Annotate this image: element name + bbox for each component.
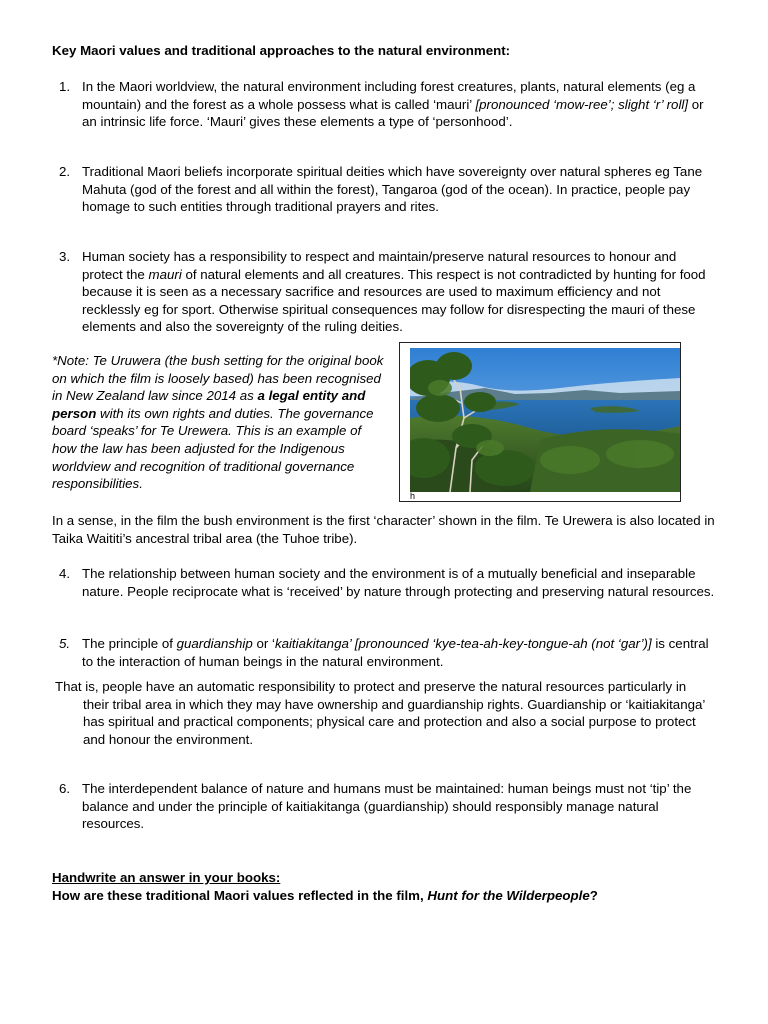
list-number: 3. <box>59 249 71 264</box>
forest-landscape-photo <box>410 348 680 492</box>
text-run: ? <box>589 887 598 903</box>
bold-text: a legal entity and person <box>52 388 366 421</box>
italic-text: [pronounced ‘mow-ree’; slight ‘r’ roll] <box>475 96 689 112</box>
text-run: The relationship between human society and the environment is of a mutually beneficial and inseparable nature. People reciprocate what is ‘received’ by nature through protecting and preserving natural resources. <box>82 566 715 599</box>
legal-entity-note <box>52 352 387 493</box>
text-run: of natural elements and all creatures. This respect is not contradicted by hunting for food because it is seen as a necessary sacrifice and resources are used to maximum efficiency and not recklessly eg for sport. Otherwise spiritual consequences may follow for disrespecting the mauri of these elements and also the sovereignty of the ruling deities. <box>82 266 706 335</box>
photo-caption-mark: h <box>410 491 416 501</box>
text-run: The interdependent balance of nature and humans must be maintained: human beings must not ‘tip’ the balance and under the principle of kaitiakitanga (guardianship) should responsibly manage natural resources. <box>82 781 692 832</box>
text-run: or ‘ <box>252 636 275 651</box>
text-run: is central to the interaction of human beings in the natural environment. <box>82 636 709 669</box>
list-number: 2. <box>59 164 71 179</box>
page-title: Key Maori values and traditional approaches to the natural environment: <box>52 43 511 58</box>
photo-frame <box>399 342 681 502</box>
prompt-question <box>52 887 732 905</box>
text-run: *Note: Te Uruwera (the bush setting for the original book on which the film is loosely based) has been recognised in New Zealand law since 2014 as <box>52 353 384 404</box>
list-number: 1. <box>59 79 71 94</box>
list-number: 5. <box>59 636 71 651</box>
list-item-text <box>82 78 720 131</box>
text-run: How are these traditional Maori values reflected in the film, <box>52 887 428 903</box>
text-run: or an intrinsic life force. ‘Mauri’ gives these elements a type of ‘personhood’. <box>82 96 704 130</box>
italic-text: Hunt for the Wilderpeople <box>427 887 590 903</box>
list-number: 6. <box>59 781 71 796</box>
text-run: Traditional Maori beliefs incorporate spiritual deities which have sovereignty over natural spheres eg Tane Mahuta (god of the forest and all within the forest), Tangaroa (god of the ocean). In practice, people pay homage to such entities through traditional prayers and rites. <box>82 164 703 215</box>
text-run: with its own rights and duties. The governance board ‘speaks’ for Te Urewera. This is an example of how the law has been adjusted for the Indigenous worldview and recognition of traditional governance responsibilities. <box>52 405 374 492</box>
prompt-heading: Handwrite an answer in your books: <box>52 870 281 885</box>
text-run: The principle of <box>82 636 177 651</box>
that-is-paragraph-text: That is, people have an automatic responsibility to protect and preserve the natural resources particularly in their tribal area in which they may have ownership and guardianship rights. Guardianship or ‘kaitiakitanga’ has spiritual and practical components; physical care and protection and also a social purpose to protect and honour the environment. <box>55 679 705 747</box>
list-number: 4. <box>59 566 71 581</box>
text-run: Human society has a responsibility to respect and maintain/preserve natural resources to honour and protect the <box>82 249 677 282</box>
list-item-text <box>82 635 720 670</box>
text-run: In the Maori worldview, the natural environment including forest creatures, plants, natural elements (eg a mountain) and the forest as a whole possess what is called ‘mauri’ <box>82 79 696 112</box>
that-is-paragraph <box>55 678 715 748</box>
italic-text: kaitiakitanga’ [pronounced ‘kye-tea-ah-key-tongue-ah (not ‘gar’)] <box>274 636 652 651</box>
sense-paragraph: In a sense, in the film the bush environment is the first ‘character’ shown in the film. Te Urewera is also located in Taika Waititi’s ancestral tribal area (the Tuhoe tribe). <box>52 513 715 546</box>
list-item-text <box>82 163 720 216</box>
list-item-text <box>82 780 720 833</box>
italic-text: mauri <box>148 266 182 282</box>
list-item-text <box>82 565 720 600</box>
italic-text: guardianship <box>176 636 253 651</box>
list-item-text <box>82 248 720 336</box>
answer-prompt <box>52 869 732 904</box>
